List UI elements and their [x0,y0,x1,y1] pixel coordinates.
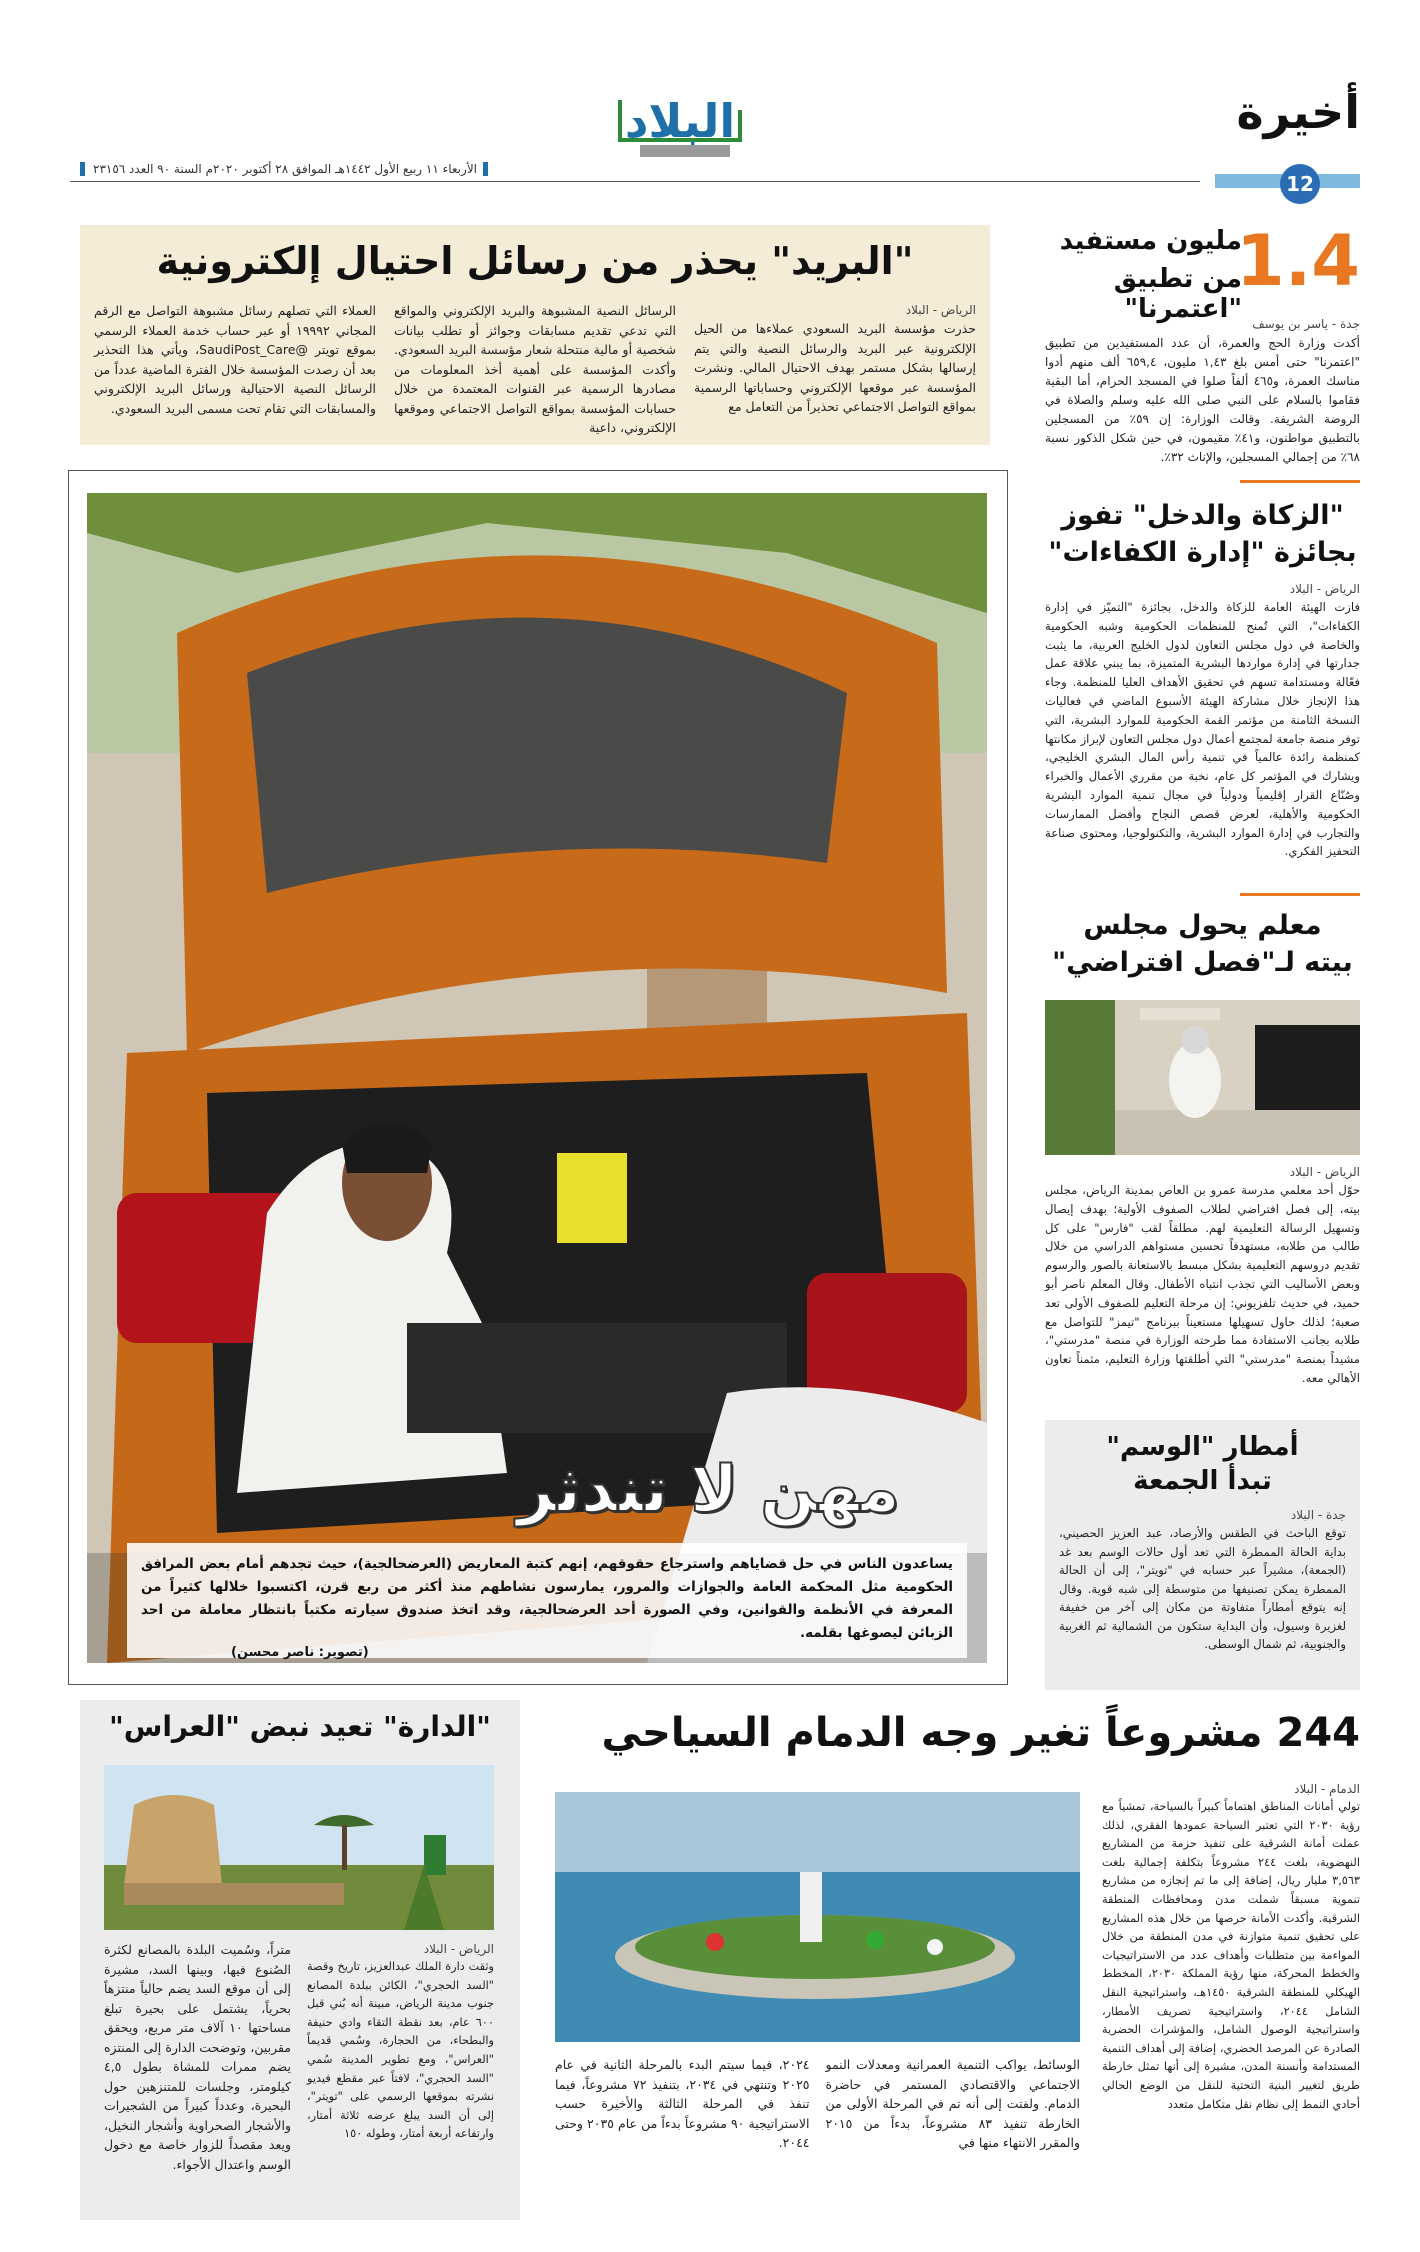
app-article [1045,220,1361,464]
section-title: أخيرة [1236,85,1360,139]
teacher-title-1: معلم يحول مجلس [1083,910,1322,941]
app-title-1: مليون مستفيد [1059,226,1242,256]
dammam-title: 244 مشروعاً تغير وجه الدمام السياحي [601,1710,1360,1756]
rain-title-2: تبدأ الجمعة [1133,1466,1272,1496]
teacher-photo [1045,1000,1360,1155]
dateline-bar [70,162,1200,182]
divider [1240,893,1360,896]
newspaper-logo [600,90,760,165]
teacher-article [1045,910,1360,1400]
dammam-photo [555,1792,1080,2042]
mail-col3: العملاء التي تصلهم رسائل مشبوهة التواصل مع الرقم المجاني ١٩٩٩٢ أو عبر حساب خدمة العملاء الرسمي بموقع تويتر @SaudiPost_Care، ويأتي هذا التحذير بعد أن رصدت المؤسسة خلال الفترة الماضية عدداً من الرسائل النصية الاحتيالية ورسائل البريد الإلكتروني والمسابقات التي تقام تحت مسمى البريد السعودي. [94,303,376,416]
logo-text: البلاد [624,94,736,148]
teacher-title-2: بيته لـ"فصل افتراضي" [1052,947,1353,978]
main-photo-frame [68,470,1008,1685]
zakat-byline: الرياض - البلاد [1289,582,1360,596]
photo-caption: يساعدون الناس في حل قضاياهم واسترجاع حقوقهم، إنهم كتبة المعاريض (العرضحالجية)، حيث تجدهم أمام بعض المرافق الحكومية مثل المحكمة العامة والجوازات والمرور، يمارسون نشاطهم منذ أكثر من ربع قرن، اكتسبوا خلالها كثيراً من المعرفة في الأنظمة والقوانين، وفي الصورة أحد العرضحالجية، وقد اتخذ صندوق سيارته مكتباً بانتظار معاملة من احد الزبائن ليصوغها بقلمه. [141,1556,953,1641]
dammam-col-mid: الوسائط، يواكب التنمية العمرانية ومعدلات النمو الاجتماعي والاقتصادي المستمر في حاضرة الدمام. ولفتت إلى أنه تم في المرحلة الأولى من الخارطة تنفيذ ٨٣ مشروعاً، بدءاً من ٢٠١٥ والمقرر الانتهاء منها في [825,2057,1081,2150]
rain-body: توقع الباحث في الطقس والأرصاد، عبد العزيز الحصيني، بداية الحالة الممطرة التي تعد أول حالات الوسم بعد غد (الجمعة)، مشيراً عبر حسابه في "تويتر"، إلى أن الحالة الممطرة يمكن تصنيفها من متوسطة إلى شبه قوية. وقال إنه يتوقع أمطاراً متفاوتة من مكان إلى آخر من خفيفة لغزيرة وسيول، وأن البداية ستكون من الشمالية ثم الغربية والجنوبية، ثم شمال الوسطى. [1059,1526,1346,1651]
mail-col2: الرسائل النصية المشبوهة والبريد الإلكتروني والمواقع التي تدعي تقديم مسابقات وجوائز أو تطلب بيانات شخصية أو مالية منتحلة شعار مؤسسة البريد السعودي. وأكدت المؤسسة على أهمية أخذ المعلومات من مصادرها الرسمية عبر القنوات المعتمدة من خلال حسابات المؤسسة بمواقع التواصل الاجتماعي وموقعها الإلكتروني، داعية [394,303,676,435]
zakat-body: فازت الهيئة العامة للزكاة والدخل، بجائزة "التميّز في إدارة الكفاءات"، التي تُمنح للمنظمات الحكومية وشبه الحكومية والخاصة في دول مجلس التعاون لدول الخليج العربية، ما يثبت جدارتها في إدارة مواردها البشرية المتميزة، بما يبني علاقة عمل فعّالة ومستدامة تسهم في تحقيق الأهداف العليا للمنظمة. وجاء هذا الإنجاز خلال مشاركة الهيئة الأسبوع الماضي في فعاليات النسخة الثامنة من مؤتمر القمة الحكومية للموارد البشرية، التي توفر منصة جامعة لمجتمع أعمال دول مجلس التعاون لإبراز مكانتها كمنظمة رائدة عالمياً في تنمية رأس المال البشري الخليجي، ويشارك في المؤتمر كل عام، نخبة من مقرري الأعمال والخبراء وصُنّاع القرار إقليمياً ودولياً في مجال تنمية الموارد البشرية الحكومية والأهلية، لعرض قصص النجاح وأفضل الممارسات والتجارب في إدارة الموارد البشرية، والتكنولوجيا، ومحتوى صناعة التحفيز الفكري. [1045,600,1360,859]
darah-article [80,1700,520,2220]
darah-byline: الرياض - البلاد [423,1942,494,1956]
teacher-body: حوّل أحد معلمي مدرسة عمرو بن العاص بمدينة الرياض، مجلس بيته، إلى فصل افتراضي لطلاب الصفوف الأولية؛ بهدف إيصال وتسهيل الرسالة التعليمية لهم. مطلقاً لقب "فارس" على كل طالب من طلابه، مستهدفاً تحسين مستواهم الدراسي من خلال تقديم دروسهم التعليمية بشكل مبسط بالاستعانة بالصور والرسوم وبعض الأساليب التي تجذب انتباه الأطفال. وقال المعلم ناصر أبو حميد، في حديث تلفزيوني: إن مرحلة التعليم للصفوف الأولى تعد صعبة؛ لذلك حاول تسهيلها مستعيناً ببرنامج "تيمز" للتواصل مع طلابه بجانب الاستفادة مما طرحته الوزارة في منصة "مدرستي"، مشيداً بمنصة "مدرستي" التي أطلقتها وزارة التعليم، مثمناً تعاون الأهالي معه. [1045,1183,1360,1385]
app-number: 1.4 [1235,220,1360,302]
darah-title: "الدارة" تعيد نبض "العراس" [109,1710,491,1743]
dammam-byline: الدمام - البلاد [1294,1782,1360,1796]
darah-photo [104,1765,494,1930]
dammam-article [555,1700,1360,2220]
photo-caption-box [127,1543,967,1658]
darah-col-left: متراً، وسُميت البلدة بالمصانع لكثرة الصُنوع فيها، وبينها السد، مشيرة إلى أن موقع السد يضم حالياً منتزهاً بحرياً، يشتمل على بحيرة تبلغ مساحتها ١٠ آلاف متر مربع، ويحقق مقربين، وتوضحت الدارة إلى المنتزه يضم ممرات للمشاة بطول ٤,٥ كيلومتر، وجلسات للمتنزهين حول البحيرة، وعدداً كبيراً من الشجيرات والأشجار الصحراوية وأشجار النخيل، ويعد مقصداً للزوار خاصة مع دخول الوسم واعتدال الأجواء. [104,1942,291,2172]
mail-body [94,301,976,437]
rain-article [1045,1420,1360,1690]
zakat-title-2: بجائزة "إدارة الكفاءات" [1048,537,1357,568]
page-number: 12 [1280,164,1320,204]
dammam-col-left: ٢٠٢٤، فيما سيتم البدء بالمرحلة الثانية في عام ٢٠٢٥ وتنتهي في ٢٠٣٤، بتنفيذ ٧٢ مشروعاً، فيما تنفذ في المرحلة الثالثة والأخيرة حسب الاستراتيجية ٩٠ مشروعاً بدءاً من عام ٢٠٣٥ وحتى ٢٠٤٤. [555,2057,810,2150]
zakat-title-1: "الزكاة والدخل" تفوز [1061,500,1344,531]
mail-article [80,225,990,445]
darah-body [104,1940,494,2174]
app-body: أكدت وزارة الحج والعمرة، أن عدد المستفيدين من تطبيق "اعتمرنا" حتى أمس بلغ ١,٤٣ مليون، ٦٥٩,٤ ألف منهم أدوا مناسك العمرة، و٤٦٥ ألفاً صلوا في المسجد الحرام، أما البقية فقاموا بالسلام على النبي صلى الله عليه وسلم والصلاة في الروضة الشريفة. وقالت الوزارة: إن ٥٩٪ من المسجلين بالتطبيق مواطنون، و٤١٪ مقيمون، في حين شكل الذكور نسبة ٦٨٪ من إجمالي المسجلين، والإناث ٣٢٪. [1045,336,1361,464]
mail-byline: الرياض - البلاد [905,303,976,317]
rain-title-1: أمطار "الوسم" [1106,1432,1299,1462]
app-title-2: من تطبيق "اعتمرنا" [1113,264,1242,324]
app-byline: جدة - ياسر بن يوسف [1252,317,1360,331]
main-photo [87,493,987,1663]
dammam-right-col [1102,1780,1360,2114]
rain-byline: جدة - البلاد [1290,1508,1346,1522]
dateline: الأربعاء ١١ ربيع الأول ١٤٤٢هـ الموافق ٢٨ أكتوبر ٢٠٢٠م السنة ٩٠ العدد ٢٣١٥٦ [80,162,488,176]
mail-col1: حذرت مؤسسة البريد السعودي عملاءها من الحيل الإلكترونية عبر البريد والرسائل النصية والتي يتم إرسالها بشكل مستمر بهدف الاحتيال المالي. ونشرت المؤسسة عبر موقعها الإلكتروني وحساباتها الرسمية بمواقع التواصل الاجتماعي تحذيراً من التعامل مع [694,321,976,414]
teacher-byline: الرياض - البلاد [1289,1165,1360,1179]
divider [1240,480,1360,483]
photo-credit: (تصوير: ناصر محسن) [231,1645,369,1660]
darah-col-right: وثقت دارة الملك عبدالعزيز، تاريخ وقصة "السد الحجري"، الكائن ببلدة المصانع جنوب مدينة الرياض، مبينة أنه بُني قبل ٦٠٠ عام، بعد نقطة التقاء وادي حنيفة والبطحاء، من الحجارة، وسُمي قديماً "العراس"، ومع تطوير المدينة سُمي "السد الحجري"، لافتاً عبر مقطع فيديو نشرته بموقعها الرسمي على "تويتر"، إلى أن السد يبلغ عرضه ثلاثة أمتار، وارتفاعه أربعة أمتار، وطوله ١٥٠ [307,1960,494,2141]
mail-title: "البريد" يحذر من رسائل احتيال إلكترونية [156,239,914,283]
photo-headline: مهن لا تندثر [517,1453,900,1527]
dammam-lower [555,2055,1080,2153]
masthead [60,80,1360,196]
dammam-col-right: تولي أمانات المناطق اهتماماً كبيراً بالسياحة، تمشياً مع رؤية ٢٠٣٠ التي تعتبر السياحة عمودها الفقري، لذلك عملت أمانة الشرقية على تنفيذ حزمة من المشاريع النهضوية، بلغت ٢٤٤ مشروعاً بتكلفة إجمالية بلغت ٣,٥٦٣ مليار ريال، إضافة إلى ما تم إنجازه من مشاريع تنموية مسبقاً شملت مدن ومحافظات المنطقة الشرقية. وأكدت الأمانة حرصها من خلال هذه المشاريع على تحقيق تنمية متوازنة في مدن المنطقة من خلال المواءمة بين متطلبات وأهداف عدد من الاستراتيجيات والخطط المحركة، منها رؤية المملكة ٢٠٣٠، المخطط الهيكلي للمنطقة الشرقية ١٤٥٠هـ، واستراتيجية النقل الشامل ٢٠٤٤، واستراتيجية تصريف الأمطار، واستراتيجية الوصول الشامل، والمؤشرات الحضرية الصادرة عن المرصد الحضري، إضافة إلى أهداف التنمية المستدامة وأنسنة المدن، مشيرة إلى أنها تمثل خارطة طريق لتغيير البنية التحتية للنقل من الوضع الحالي أحادي النمط إلى نظام نقل متكامل متعدد [1102,1800,1361,2111]
zakat-article [1045,500,1360,880]
